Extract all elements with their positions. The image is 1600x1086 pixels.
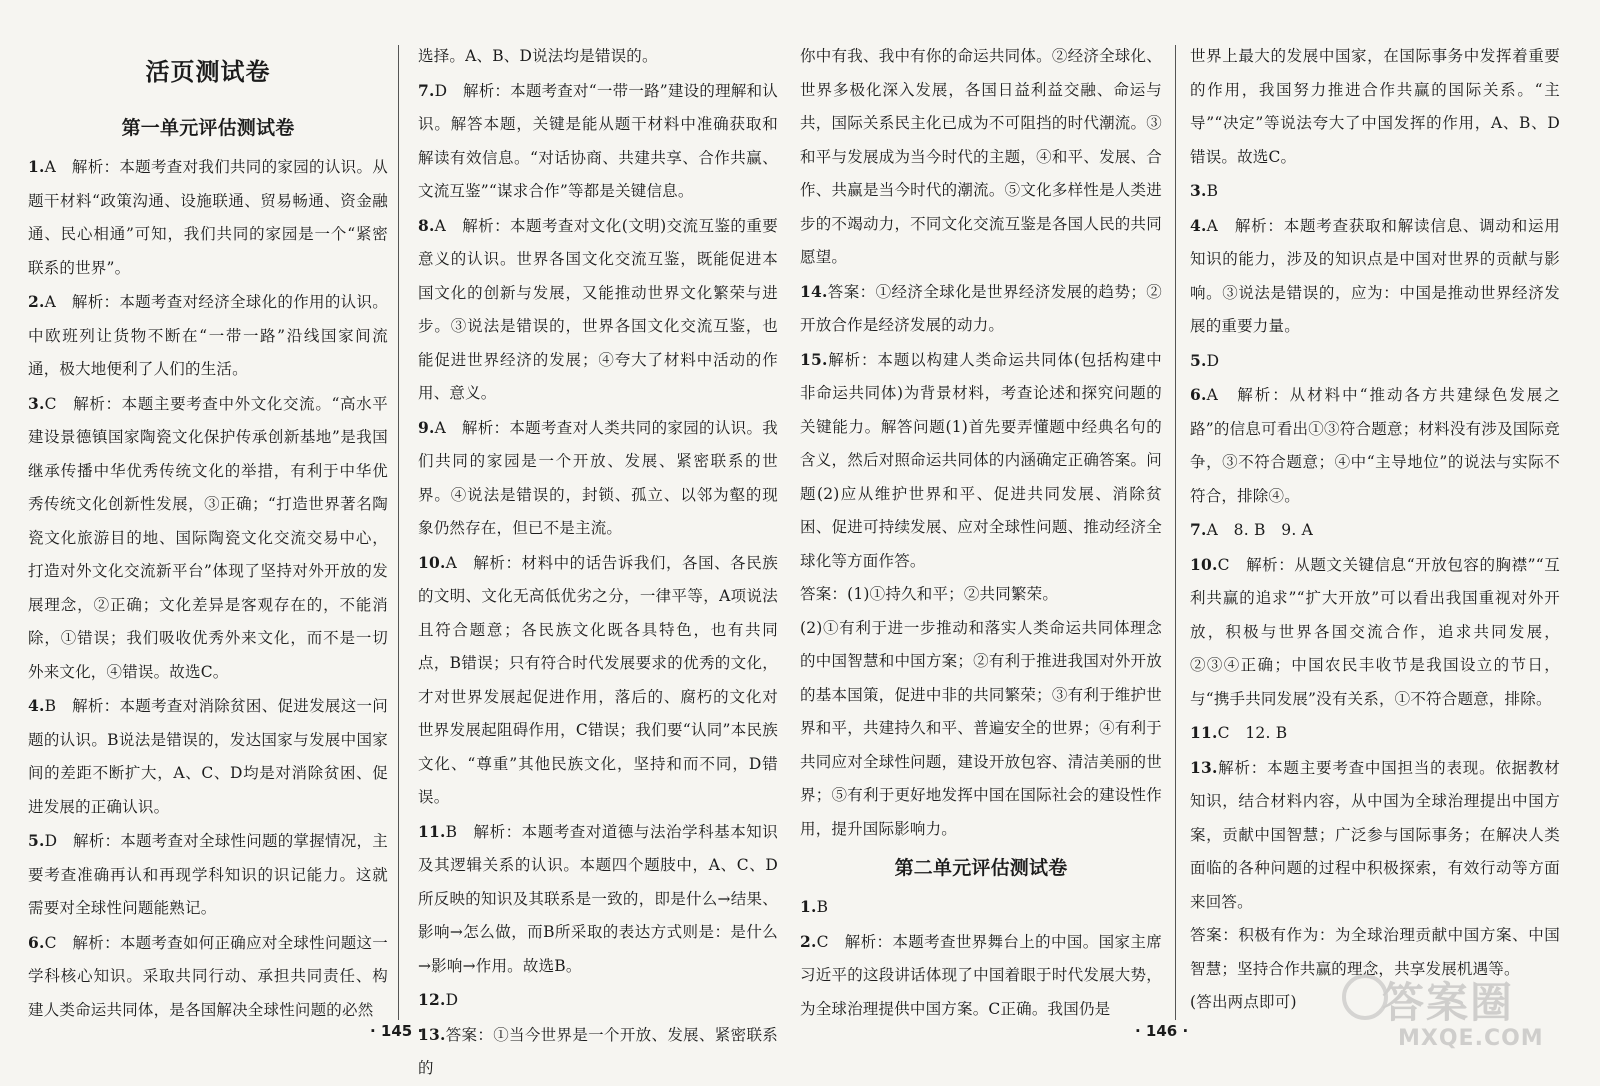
- question-number: 5.: [1190, 350, 1207, 370]
- answer-item: [418, 1018, 778, 1086]
- answer-text: D: [1206, 351, 1220, 370]
- answer-item: [800, 578, 1162, 612]
- answer-list: [28, 150, 388, 1027]
- answer-text: C 解析：本题主要考查中外文化交流。“高水平建设景德镇国家陶瓷文化保护传承创新基地”是我国继承传播中华优秀传统文化的举措，有利于中华优秀传统文化创新性发展，③正确；“打造世界著名陶瓷文化旅游目的地、国际陶瓷文化交流交易中心，打造对外文化交流新平台”体现了坚持对外开放的发展理念，②正确；文化差异是客观存在的，不能消除，①错误；我们吸收优秀外来文化，而不是一切外来文化，④错误。故选C。: [28, 394, 388, 681]
- answer-text: C 12. B: [1217, 724, 1288, 742]
- column-divider: [1175, 45, 1176, 1020]
- answer-item: [418, 983, 778, 1018]
- answer-text: 答案：①当今世界是一个开放、发展、紧密联系的: [418, 1025, 778, 1077]
- answer-item: [418, 546, 778, 815]
- answer-item: [1190, 174, 1560, 209]
- answer-item: [418, 815, 778, 984]
- question-number: 3.: [1190, 181, 1207, 200]
- question-number: 12.: [418, 990, 446, 1009]
- answer-item: [800, 343, 1162, 579]
- answer-text: A 解析：本题考查对我们共同的家园的认识。从题干材料“政策沟通、设施联通、贸易畅通、资金融通、民心相通”可知，我们共同的家园是一个“紧密联系的世界”。: [28, 158, 388, 277]
- page-column-1: [28, 40, 388, 1020]
- answer-item: [1190, 209, 1560, 344]
- answer-text: (答出两点即可): [1190, 993, 1297, 1011]
- question-number: 3.: [28, 393, 45, 413]
- answer-text: 解析：本题主要考查中国担当的表现。依据教材知识，结合材料内容，从中国为全球治理提出中国方案，贡献中国智慧；广泛参与国际事务；在解决人类面临的各种问题的过程中积极探索，有效行动等方面来回答。: [1190, 758, 1560, 911]
- page-column-4: [1190, 40, 1560, 1020]
- answer-item: [800, 275, 1162, 343]
- answer-item: [1190, 378, 1560, 513]
- answer-item: [1190, 751, 1560, 920]
- question-number: 1.: [800, 897, 817, 916]
- question-number: 14.: [800, 281, 828, 301]
- answer-item: [1190, 716, 1560, 751]
- answer-text: C 解析：从题文关键信息“开放包容的胸襟”“互利共赢的追求”“扩大开放”可以看出我国重视对外开放，积极与世界各国交流合作，追求共同发展，②③④正确；中国农民丰收节是我国设立的节日，与“携手共同发展”没有关系，①不符合题意，排除。: [1190, 555, 1560, 708]
- answer-text: D: [445, 991, 459, 1009]
- answer-text: 答案：①经济全球化是世界经济发展的趋势；②开放合作是经济发展的动力。: [800, 282, 1162, 334]
- answer-list: [418, 40, 778, 1086]
- answer-text: B 解析：本题考查对消除贫困、促进发展这一问题的认识。B说法是错误的，发达国家与发展中国家间的差距不断扩大，A、C、D均是对消除贫困、促进发展的正确认识。: [28, 697, 388, 816]
- answer-item: [28, 824, 388, 926]
- question-number: 2.: [28, 292, 45, 311]
- answer-item: [28, 150, 388, 285]
- answer-item: [1190, 40, 1560, 174]
- answer-text: C 解析：本题考查如何正确应对全球性问题这一学科核心知识。采取共同行动、承担共同责任、构建人类命运共同体，是各国解决全球性问题的必然: [28, 933, 388, 1019]
- question-number: 6.: [1190, 385, 1207, 404]
- answer-item: [28, 387, 388, 690]
- answer-text: A 解析：本题考查对人类共同的家园的认识。我们共同的家园是一个开放、发展、紧密联系的世界。④说法是错误的，封锁、孤立、以邻为壑的现象仍然存在，但已不是主流。: [418, 418, 778, 537]
- answer-text: D 解析：本题考查对“一带一路”建设的理解和认识。解答本题，关键是能从题干材料中准确获取和解读有效信息。“对话协商、共建共享、合作共赢、文流互鉴”“谋求合作”等都是关键信息。: [418, 81, 778, 200]
- answer-text: 世界上最大的发展中国家，在国际事务中发挥着重要的作用，我国努力推进合作共赢的国际关系。“主导”“决定”等说法夸大了中国发挥的作用，A、B、D错误。故选C。: [1190, 47, 1560, 166]
- answer-item: [1190, 548, 1560, 717]
- question-number: 9.: [418, 417, 435, 437]
- answer-list: [1190, 40, 1560, 1020]
- answer-text: A 解析：本题考查对文化(文明)交流互鉴的重要意义的认识。世界各国文化交流互鉴，既能促进本国文化的创新与发展，又能推动世界文化繁荣与进步。③说法是错误的，世界各国文化交流互鉴，也能促进世界经济的发展；④夸大了材料中活动的作用、意义。: [418, 216, 778, 402]
- answer-text: D 解析：本题考查对全球性问题的掌握情况，主要考查准确再认和再现学科知识的识记能力。这就需要对全球性问题能熟记。: [28, 832, 388, 917]
- watermark-logo: [1342, 968, 1572, 1056]
- question-number: 6.: [28, 932, 45, 952]
- page-title: 活页测试卷: [145, 57, 271, 86]
- answer-item: [800, 890, 1162, 925]
- answer-list: [800, 40, 1162, 846]
- answer-text: 选择。A、B、D说法均是错误的。: [418, 47, 658, 65]
- column-divider: [398, 45, 399, 1020]
- answer-item: [800, 612, 1162, 847]
- answer-item: [418, 74, 778, 209]
- section-title-unit-2: 第二单元评估测试卷: [894, 857, 1068, 879]
- answer-text: 答案：(1)①持久和平；②共同繁荣。: [800, 585, 1059, 603]
- question-number: 4.: [1190, 215, 1207, 235]
- answer-item: [800, 925, 1162, 1027]
- question-number: 13.: [1190, 757, 1218, 777]
- answer-item: [28, 689, 388, 824]
- question-number: 11.: [418, 821, 446, 841]
- page-column-2: [418, 40, 778, 1077]
- answer-text: B 解析：本题考查对道德与法治学科基本知识及其逻辑关系的认识。本题四个题肢中，A、C、D所反映的知识及其联系是一致的，即是什么→结果、影响→怎么做，而B所采取的表达方式则是：是什么→影响→作用。故选B。: [418, 822, 778, 975]
- question-number: 11.: [1190, 723, 1218, 742]
- answer-text: B: [816, 898, 829, 916]
- answer-text: 你中有我、我中有你的命运共同体。②经济全球化、世界多极化深入发展，各国日益利益交融、命运与共，国际关系民主化已成为不可阻挡的时代潮流。③和平与发展成为当今时代的主题，④和平、发展、合作、共赢是当今时代的潮流。⑤文化多样性是人类进步的不竭动力，不同文化交流互鉴是各国人民的共同愿望。: [800, 47, 1162, 266]
- answer-text: 答案：积极有作为：为全球治理贡献中国方案、中国智慧；坚持合作共赢的理念，共享发展机遇等。: [1190, 926, 1560, 978]
- answer-text: (2)①有利于进一步推动和落实人类命运共同体理念的中国智慧和中国方案；②有利于推进我国对外开放的基本国策，促进中非的共同繁荣；③有利于维护世界和平，共建持久和平、普遍安全的世界；④有利于共同应对全球性问题，建设开放包容、清洁美丽的世界；⑤有利于更好地发挥中国在国际社会的建设性作用，提升国际影响力。: [800, 618, 1162, 838]
- watermark-url: MXQE.COM: [1398, 1026, 1544, 1051]
- answer-text: B: [1206, 182, 1219, 200]
- answer-item: [418, 40, 778, 74]
- answer-item: [800, 40, 1162, 275]
- answer-text: C 解析：本题考查世界舞台上的中国。国家主席习近平的这段讲话体现了中国着眼于时代发展大势，为全球治理提供中国方案。C正确。我国仍是: [800, 932, 1162, 1018]
- question-number: 13.: [418, 1024, 446, 1044]
- section-title-unit-1: 第一单元评估测试卷: [121, 117, 295, 139]
- answer-item: [1190, 344, 1560, 379]
- answer-text: A 8. B 9. A: [1206, 521, 1314, 539]
- question-number: 10.: [418, 552, 446, 572]
- page-column-3: [800, 40, 1162, 1020]
- question-number: 5.: [28, 831, 45, 850]
- answer-text: 解析：本题以构建人类命运共同体(包括构建中非命运共同体)为背景材料，考查论述和探究问题的关键能力。解答问题(1)首先要弄懂题中经典名句的含义，然后对照命运共同体的内涵确定正确答案。问题(2)应从维护世界和平、促进共同发展、消除贫困、促进可持续发展、应对全球性问题、推动经济全球化等方面作答。: [800, 350, 1162, 570]
- question-number: 7.: [418, 80, 435, 100]
- question-number: 10.: [1190, 554, 1218, 574]
- watermark-text: 答案圈: [1382, 978, 1515, 1027]
- answer-text: A 解析：本题考查获取和解读信息、调动和运用知识的能力，涉及的知识点是中国对世界的贡献与影响。③说法是错误的，应为：中国是推动世界经济发展的重要力量。: [1190, 216, 1560, 335]
- answer-item: [418, 411, 778, 546]
- page-number-right: · 146 ·: [1135, 1022, 1189, 1040]
- question-number: 4.: [28, 696, 45, 715]
- page-number-left: · 145 ·: [370, 1022, 424, 1040]
- answer-item: [28, 285, 388, 387]
- question-number: 7.: [1190, 520, 1207, 539]
- answer-item: [1190, 513, 1560, 548]
- answer-list: [800, 890, 1162, 1026]
- answer-text: A 解析：材料中的话告诉我们，各国、各民族的文明、文化无高低优劣之分，一律平等，A项说法且符合题意；各民族文化既各具特色，也有共同点，B错误；只有符合时代发展要求的优秀的文化，才对世界发展起促进作用，落后的、腐朽的文化对世界发展起阻碍作用，C错误；我们要“认同”本民族文化、“尊重”其他民族文化，坚持和而不同，D错误。: [418, 553, 778, 806]
- answer-item: [418, 209, 778, 411]
- answer-text: A 解析：本题考查对经济全球化的作用的认识。中欧班列让货物不断在“一带一路”沿线国家间流通，极大地便利了人们的生活。: [28, 293, 388, 378]
- answer-item: [28, 926, 388, 1028]
- question-number: 8.: [418, 215, 435, 235]
- answer-text: A 解析：从材料中“推动各方共建绿色发展之路”的信息可看出①③符合题意；材料没有涉及国际竞争，③不符合题意；④中“主导地位”的说法与实际不符合，排除④。: [1190, 386, 1560, 505]
- question-number: 2.: [800, 931, 817, 951]
- question-number: 15.: [800, 349, 828, 369]
- question-number: 1.: [28, 157, 45, 176]
